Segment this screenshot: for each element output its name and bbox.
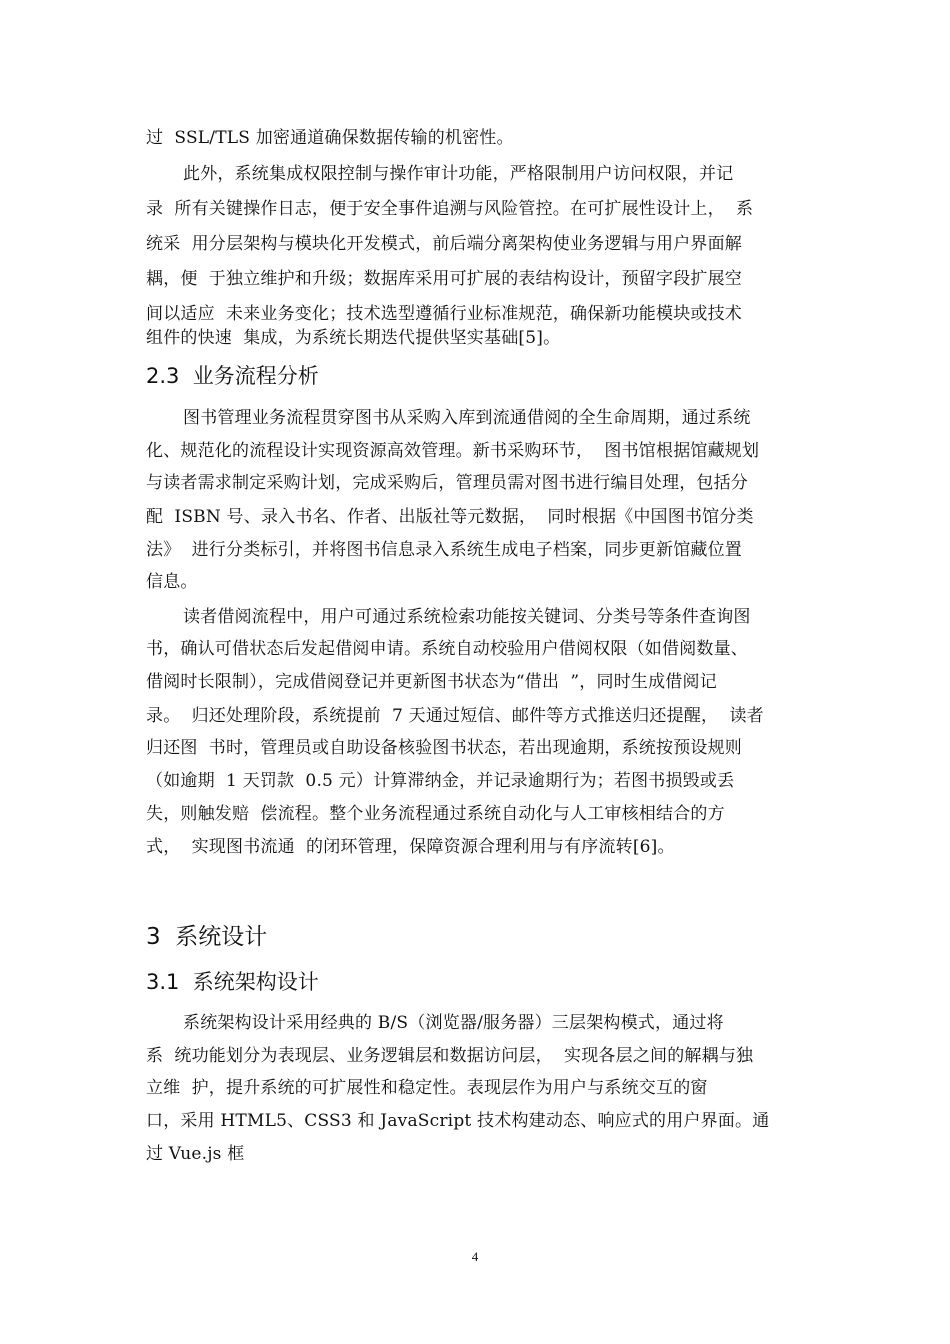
text-line: 信息。 xyxy=(146,572,198,592)
text-line: 化、规范化的流程设计实现资源高效管理。新书采购环节， 图书馆根据馆藏规划 xyxy=(146,441,760,461)
page-number: 4 xyxy=(471,1249,479,1264)
text-line: 借阅时长限制），完成借阅登记并更新图书状态为“借出 ”，同时生成借阅记 xyxy=(146,672,717,692)
text-line: 与读者需求制定采购计划，完成采购后，管理员需对图书进行编目处理，包括分 xyxy=(146,473,748,493)
text-line: 归还图 书时，管理员或自助设备核验图书状态，若出现逾期，系统按预设规则 xyxy=(146,738,743,758)
text-line: 法》 进行分类标引，并将图书信息录入系统生成电子档案，同步更新馆藏位置 xyxy=(146,540,743,560)
text-line: 统采 用分层架构与模块化开发模式，前后端分离架构使业务逻辑与用户界面解 xyxy=(146,234,743,254)
text-line: 耦，便 于独立维护和升级；数据库采用可扩展的表结构设计，预留字段扩展空 xyxy=(146,269,743,289)
text-line: （如逾期 1 天罚款 0.5 元）计算滞纳金，并记录逾期行为；若图书损毁或丢 xyxy=(146,771,735,791)
text-line: 立维 护，提升系统的可扩展性和稳定性。表现层作为用户与系统交互的窗 xyxy=(146,1078,708,1098)
text-line: 组件的快速 集成，为系统长期迭代提供坚实基础[5]。 xyxy=(146,328,561,348)
text-line: 失，则触发赔 偿流程。整个业务流程通过系统自动化与人工审核相结合的方 xyxy=(146,804,725,824)
text-line: 过 Vue.js 框 xyxy=(146,1144,245,1164)
section-heading-3-1: 3.1 系统架构设计 xyxy=(146,970,319,994)
text-line: 配 ISBN 号、录入书名、作者、出版社等元数据， 同时根据《中国图书馆分类 xyxy=(146,507,754,527)
text-line: 过 SSL/TLS 加密通道确保数据传输的机密性。 xyxy=(146,128,514,148)
text-line: 此外，系统集成权限控制与操作审计功能，严格限制用户访问权限，并记 xyxy=(183,164,734,184)
text-line: 录。 归还处理阶段，系统提前 7 天通过短信、邮件等方式推送归还提醒， 读者 xyxy=(146,706,764,726)
chapter-heading-3: 3 系统设计 xyxy=(146,924,268,950)
text-line: 系统架构设计采用经典的 B/S（浏览器/服务器）三层架构模式，通过将 xyxy=(183,1013,724,1033)
text-line: 录 所有关键操作日志，便于安全事件追溯与风险管控。在可扩展性设计上， 系 xyxy=(146,199,754,219)
text-line: 图书管理业务流程贯穿图书从采购入库到流通借阅的全生命周期，通过系统 xyxy=(183,408,751,428)
text-line: 系 统功能划分为表现层、业务逻辑层和数据访问层， 实现各层之间的解耦与独 xyxy=(146,1046,754,1066)
text-line: 读者借阅流程中，用户可通过系统检索功能按关键词、分类号等条件查询图 xyxy=(183,607,751,627)
text-line: 书，确认可借状态后发起借阅申请。系统自动校验用户借阅权限（如借阅数量、 xyxy=(146,639,748,659)
text-line: 间以适应 未来业务变化；技术选型遵循行业标准规范，确保新功能模块或技术 xyxy=(146,304,743,324)
text-line: 式， 实现图书流通 的闭环管理，保障资源合理利用与有序流转[6]。 xyxy=(146,837,675,857)
section-heading-2-3: 2.3 业务流程分析 xyxy=(146,364,319,388)
text-line: 口，采用 HTML5、CSS3 和 JavaScript 技术构建动态、响应式的用户界面。通 xyxy=(146,1111,770,1131)
